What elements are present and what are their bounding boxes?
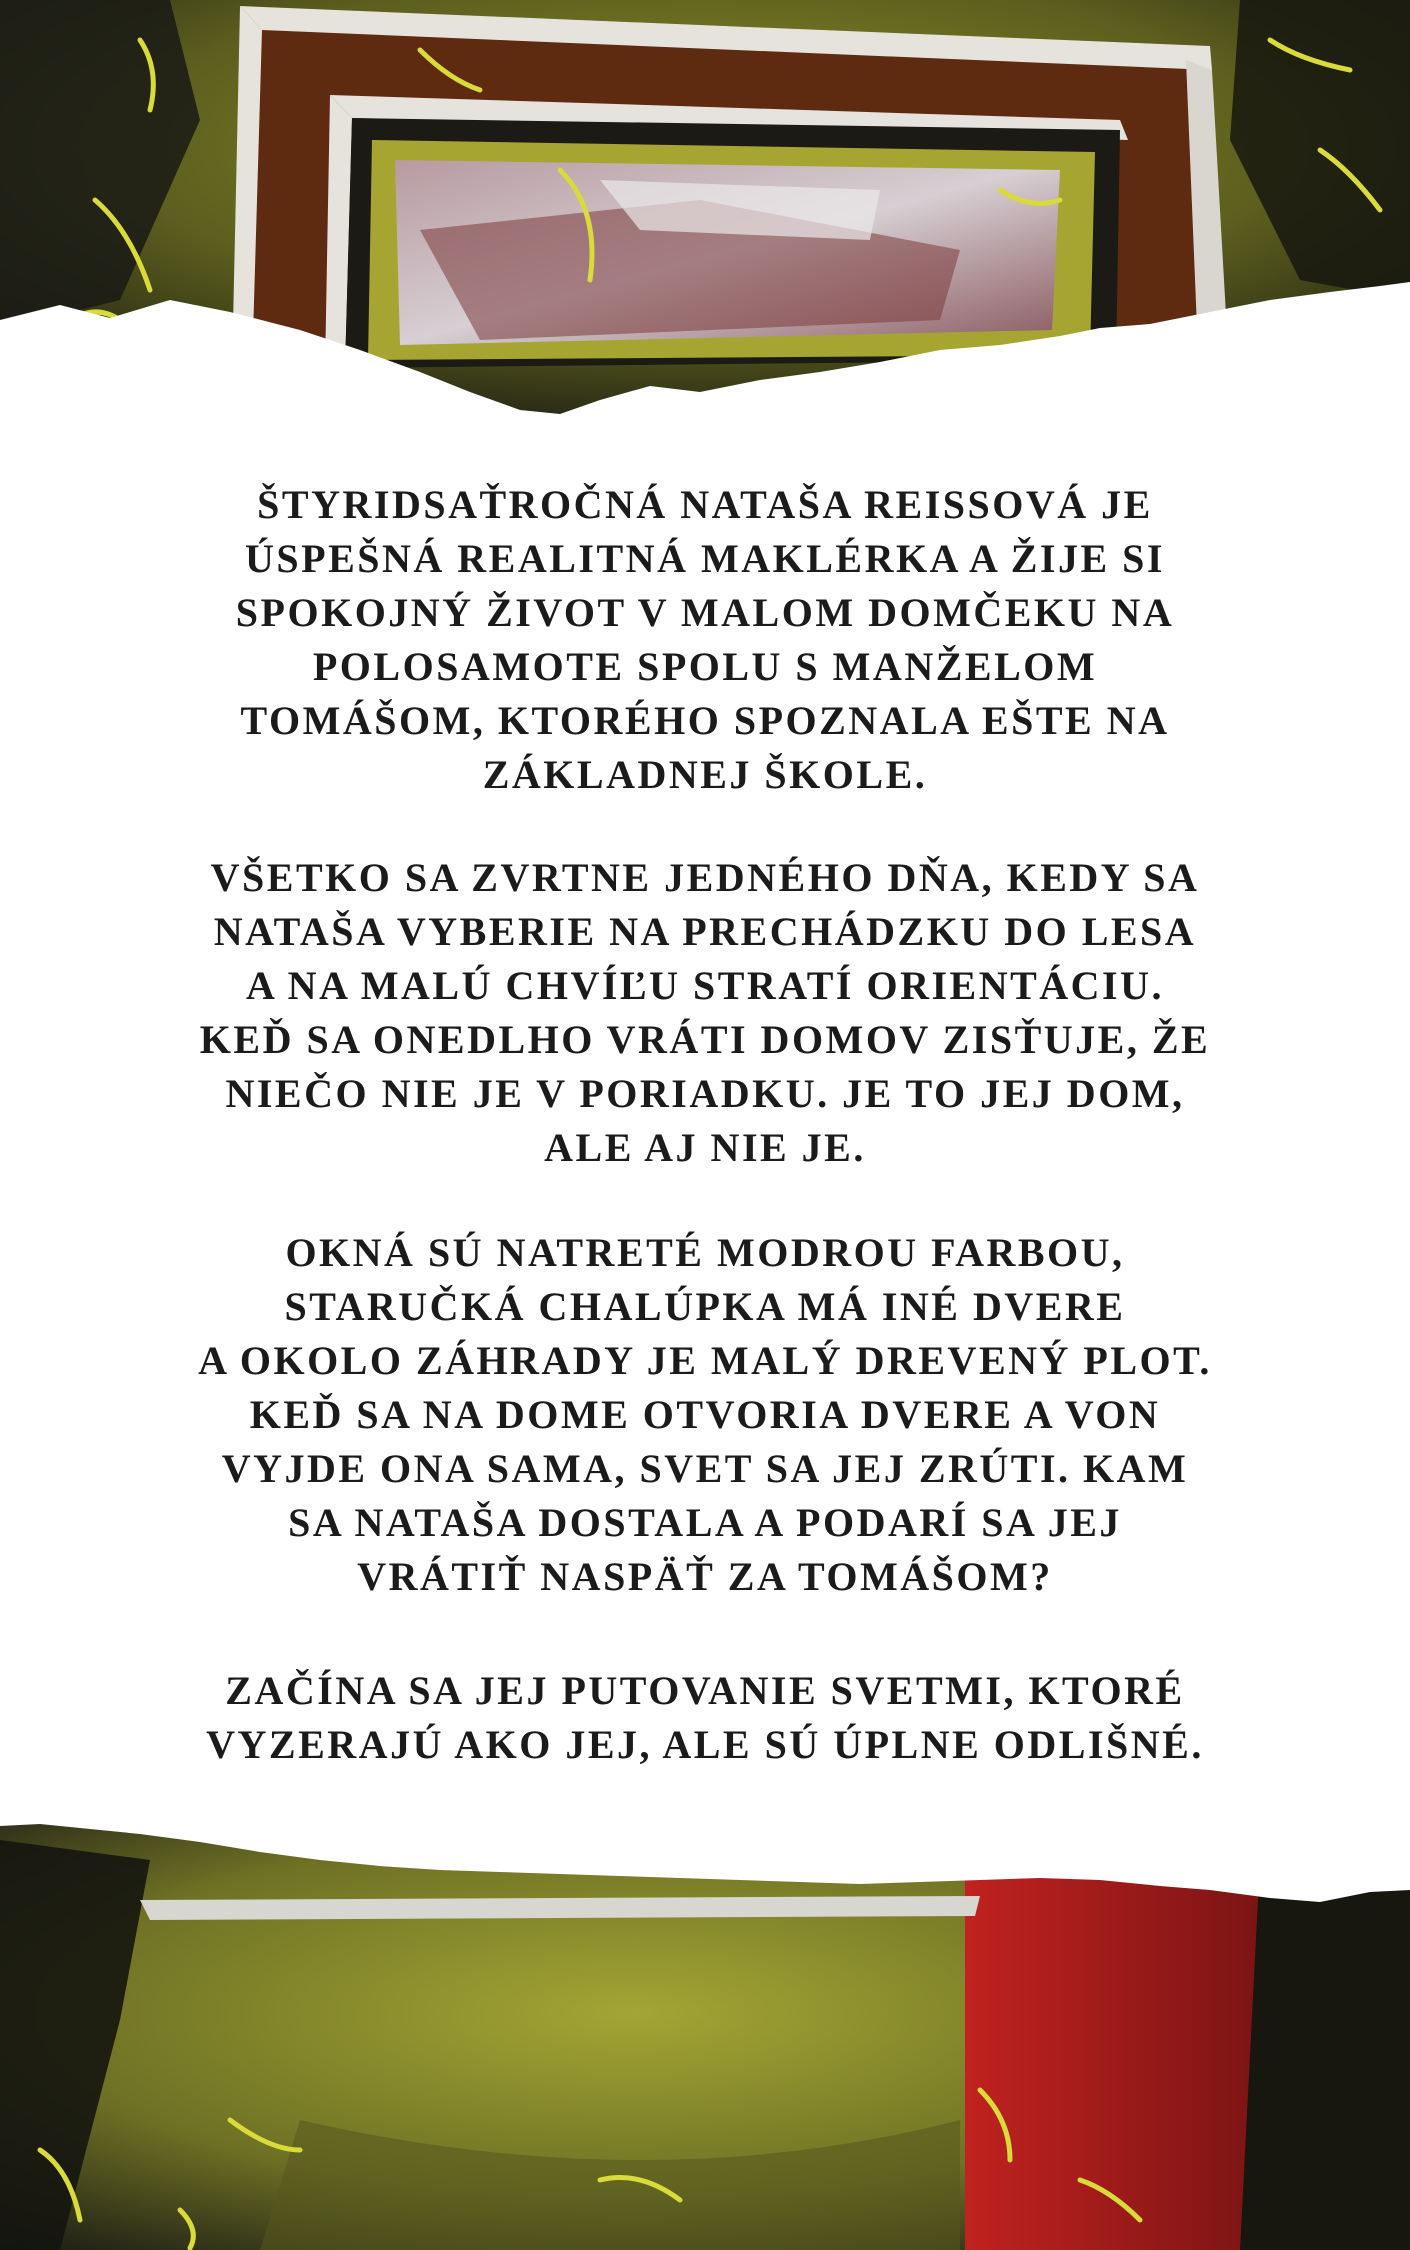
- synopsis-paragraph-3: OKNÁ SÚ NATRETÉ MODROU FARBOU, STARUČKÁ CHALÚPKA MÁ INÉ DVERE A OKOLO ZÁHRADY JE MALÝ DREVENÝ PLOT. KEĎ SA NA DOME OTVORIA DVERE A VON VYJDE ONA SAMA, SVET SA JEJ ZRÚTI. KAM SA NATAŠA DOSTALA A PODARÍ SA JEJ VRÁTIŤ NASPÄŤ ZA TOMÁŠOM?: [198, 1230, 1212, 1599]
- synopsis-paragraph-1: ŠTYRIDSAŤROČNÁ NATAŠA REISSOVÁ JE ÚSPEŠNÁ REALITNÁ MAKLÉRKA A ŽIJE SI SPOKOJNÝ ŽIVOT V MALOM DOMČEKU NA POLOSAMOTE SPOLU S MANŽELOM TOMÁŠOM, KTORÉHO SPOZNALA EŠTE NA ZÁKLADNEJ ŠKOLE.: [235, 482, 1175, 797]
- synopsis-paragraph-4: ZAČÍNA SA JEJ PUTOVANIE SVETMI, KTORÉ VYZERAJÚ AKO JEJ, ALE SÚ ÚPLNE ODLIŠNÉ.: [206, 1668, 1204, 1767]
- synopsis-paragraph-2: VŠETKO SA ZVRTNE JEDNÉHO DŇA, KEDY SA NATAŠA VYBERIE NA PRECHÁDZKU DO LESA A NA MALÚ CHVÍĽU STRATÍ ORIENTÁCIU. KEĎ SA ONEDLHO VRÁTI DOMOV ZISŤUJE, ŽE NIEČO NIE JE V PORIADKU. JE TO JEJ DOM, ALE AJ NIE JE.: [199, 855, 1211, 1170]
